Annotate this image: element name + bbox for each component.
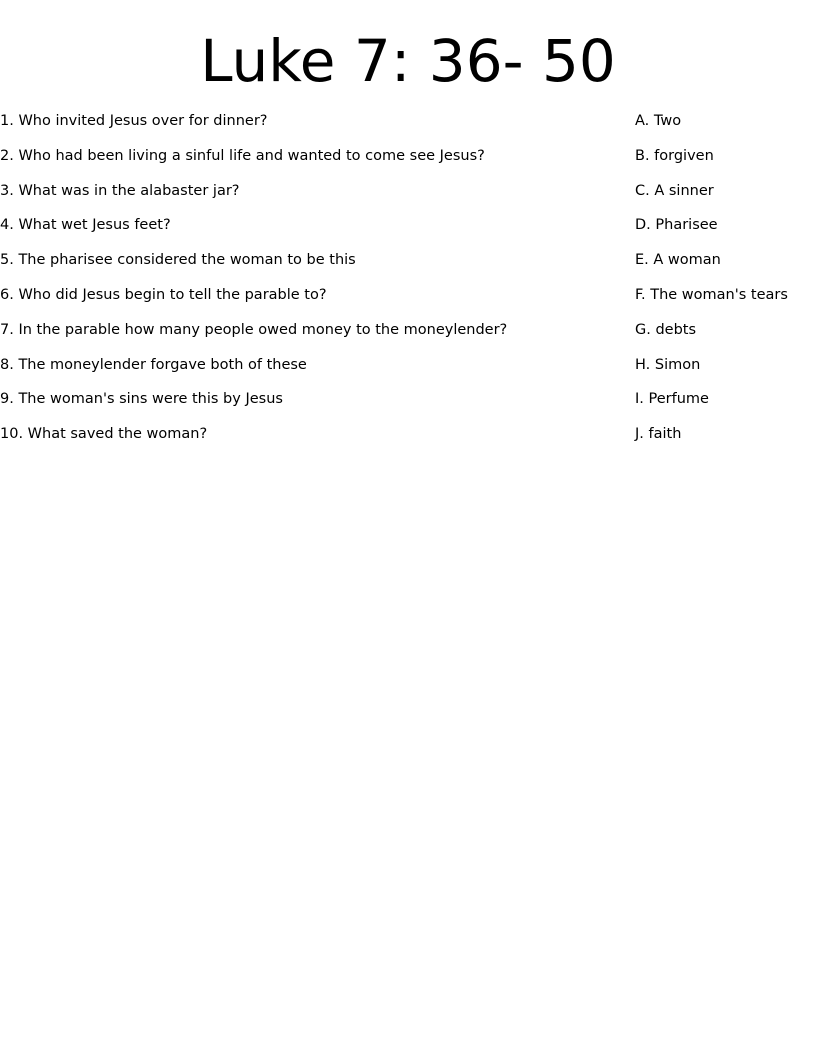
answer-item: D. Pharisee [635,217,718,234]
question-item: 6. Who did Jesus begin to tell the parable to? [0,286,327,303]
page-title: Luke 7: 36- 50 [200,27,616,95]
answer-item: G. debts [635,321,697,338]
answer-item: I. Perfume [635,391,709,408]
answer-item: C. A sinner [635,182,714,199]
question-item: 2. Who had been living a sinful life and wanted to come see Jesus? [0,147,485,164]
answer-item: H. Simon [635,356,701,373]
answer-item: B. forgiven [635,147,714,164]
question-list [0,111,620,459]
answer-item: A. Two [635,113,682,129]
answer-list [635,111,816,459]
answer-item: E. A woman [635,252,721,269]
question-item: 1. Who invited Jesus over for dinner? [0,113,268,129]
question-item: 10. What saved the woman? [0,426,208,443]
question-item: 7. In the parable how many people owed money to the moneylender? [0,321,508,338]
question-item: 5. The pharisee considered the woman to be this [0,252,356,269]
question-item: 3. What was in the alabaster jar? [0,182,240,199]
question-item: 8. The moneylender forgave both of these [0,356,307,373]
question-item: 4. What wet Jesus feet? [0,217,171,234]
question-item: 9. The woman's sins were this by Jesus [0,391,283,408]
answer-item: F. The woman's tears [635,286,788,303]
answer-item: J. faith [635,426,682,443]
